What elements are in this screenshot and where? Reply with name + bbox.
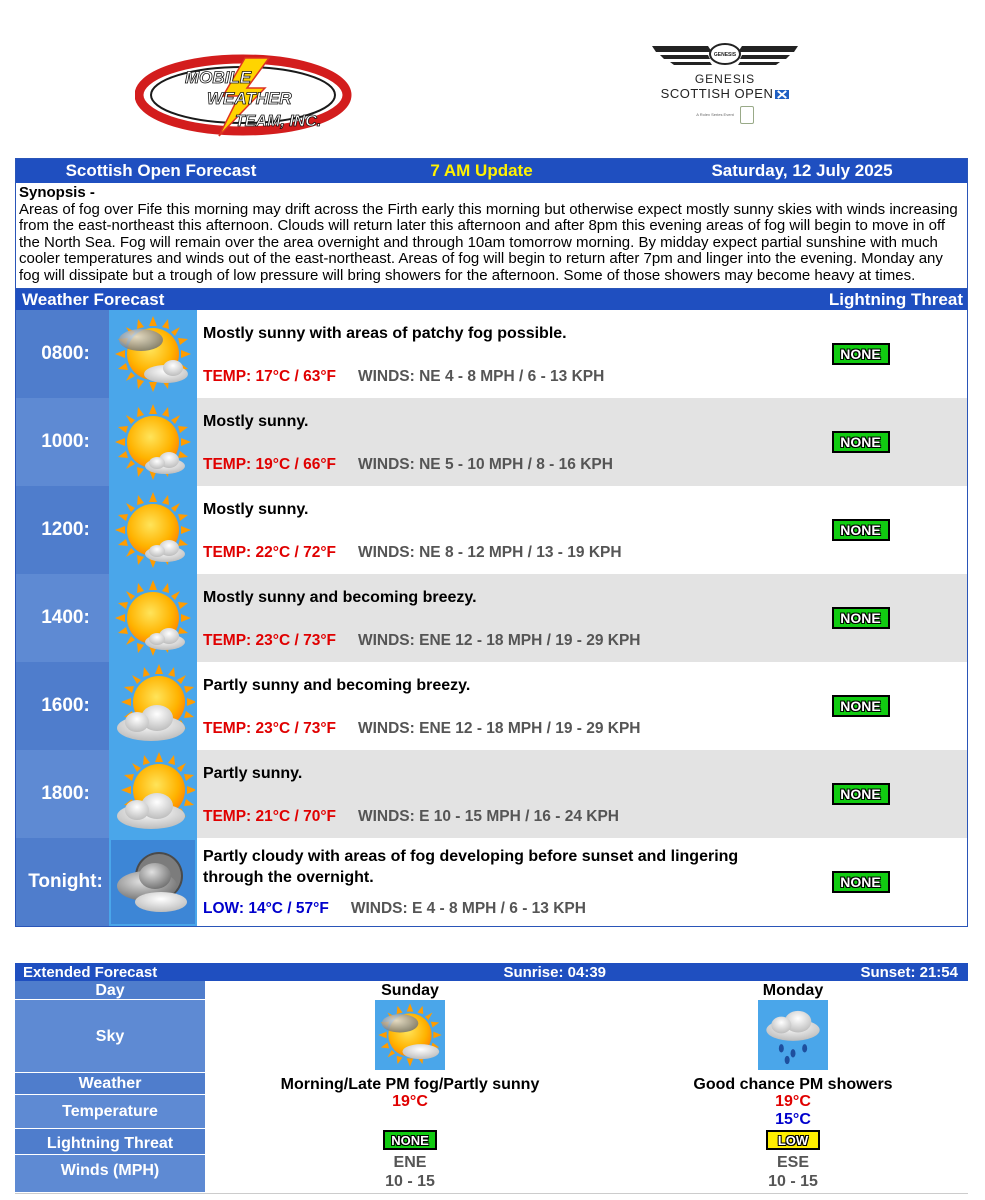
forecast-row	[16, 574, 967, 662]
forecast-winds: WINDS: ENE 12 - 18 MPH / 19 - 29 KPH	[357, 720, 641, 737]
genesis-wings-emblem	[650, 40, 800, 70]
bottom-divider	[15, 1193, 968, 1194]
forecast-time: 1200:	[16, 486, 109, 574]
forecast-condition: Mostly sunny and becoming breezy.	[203, 589, 477, 606]
mostly-sunny-icon	[109, 398, 197, 486]
forecast-date: Saturday, 12 July 2025	[711, 161, 893, 180]
sun-fog-icon	[109, 310, 197, 398]
label-day: Day	[15, 981, 205, 1000]
forecast-condition: Mostly sunny.	[203, 501, 309, 518]
day-lightning-badge: NONE	[383, 1130, 437, 1150]
partly-sunny-icon	[109, 662, 197, 750]
forecast-winds: WINDS: E 10 - 15 MPH / 16 - 24 KPH	[357, 808, 619, 825]
day-weather: Good chance PM showers	[693, 1076, 893, 1093]
label-winds: Winds (MPH)	[15, 1155, 205, 1193]
lightning-threat-badge: NONE	[832, 695, 890, 717]
night-cloudy-icon	[109, 838, 197, 926]
svg-text:GENESIS: GENESIS	[713, 52, 737, 58]
day-lightning-badge: LOW	[766, 1130, 820, 1150]
partly-sunny-icon	[109, 750, 197, 838]
forecast-low-temp: LOW: 14°C / 57°F	[203, 900, 329, 917]
mobile-weather-team-logo	[135, 50, 355, 140]
label-temperature: Temperature	[15, 1095, 205, 1129]
forecast-condition: Mostly sunny.	[203, 413, 309, 430]
synopsis-section	[16, 183, 967, 289]
rain-showers-icon	[648, 1000, 938, 1073]
extended-forecast	[15, 963, 968, 1200]
forecast-time: 1600:	[16, 662, 109, 750]
forecast-time: 0800:	[16, 310, 109, 398]
weather-forecast-header	[16, 289, 967, 310]
mwt-logo-text-3: TEAM, INC.	[235, 113, 322, 130]
forecast-row	[16, 662, 967, 750]
forecast-title: Scottish Open Forecast	[65, 161, 257, 180]
extended-header-bar	[15, 963, 968, 981]
club-crest-icon	[740, 106, 754, 124]
forecast-temp: TEMP: 19°C / 66°F	[203, 456, 336, 473]
day-name: Sunday	[381, 982, 439, 999]
lightning-threat-label: Lightning Threat	[828, 289, 963, 309]
day-wind-dir: ENE	[393, 1154, 427, 1171]
lightning-threat-badge: NONE	[832, 783, 890, 805]
forecast-time: 1800:	[16, 750, 109, 838]
mwt-logo-text-2: WEATHER	[207, 89, 292, 108]
forecast-rows	[16, 310, 967, 926]
label-sky: Sky	[15, 1000, 205, 1073]
forecast-row	[16, 750, 967, 838]
forecast-winds: WINDS: E 4 - 8 MPH / 6 - 13 KPH	[350, 900, 586, 917]
sunset-time: Sunset: 21:54	[860, 963, 958, 981]
forecast-temp: TEMP: 23°C / 73°F	[203, 720, 336, 737]
day-temp-low: 15°C	[775, 1111, 811, 1128]
synopsis-text: Areas of fog over Fife this morning may drift across the Firth early this morning but otherwise expect mostly sunny skies with winds increasing from the east-northeast this afternoon. Clouds will return later this afternoon and after 8pm this evening areas of fog will begin to move in off the North Sea. Fog will remain over the area overnight and through 10am tomorrow morning. By midday expect partial sunshine with much cooler temperatures and winds out of the east-northeast. Areas of fog will begin to return after 7pm and linger into the evening. Monday any fog will dissipate but a trough of low pressure will bring showers for the afternoon. Some of those showers may become heavy at times.	[19, 200, 958, 284]
day-wind-speed: 10 - 15	[385, 1173, 435, 1190]
lightning-threat-badge: NONE	[832, 871, 890, 893]
forecast-condition: Partly sunny and becoming breezy.	[203, 677, 471, 694]
synopsis-title: Synopsis -	[19, 184, 95, 201]
lightning-threat-badge: NONE	[832, 343, 890, 365]
rolex-series-note: A Rolex Series Event	[640, 106, 810, 124]
forecast-condition: Partly sunny.	[203, 765, 303, 782]
day-wind-dir: ESE	[776, 1154, 809, 1171]
forecast-row	[16, 838, 967, 926]
day-name: Monday	[762, 982, 824, 999]
forecast-condition: Partly cloudy with areas of fog developing before sunset and lingering through the overnight.	[203, 848, 739, 886]
forecast-row	[16, 486, 967, 574]
weather-forecast-label: Weather Forecast	[22, 289, 165, 309]
scottish-open-title: SCOTTISH OPEN	[640, 86, 810, 102]
scottish-flag-icon	[775, 90, 789, 99]
day-temp-high: 19°C	[775, 1093, 811, 1110]
day-temp-high: 19°C	[392, 1093, 428, 1110]
extended-day-sunday	[265, 981, 555, 1191]
label-weather: Weather	[15, 1073, 205, 1095]
forecast-temp: TEMP: 17°C / 63°F	[203, 368, 336, 385]
forecast-winds: WINDS: ENE 12 - 18 MPH / 19 - 29 KPH	[357, 632, 641, 649]
genesis-scottish-open-logo	[640, 40, 810, 140]
sunrise-time: Sunrise: 04:39	[503, 963, 606, 981]
lightning-threat-badge: NONE	[832, 607, 890, 629]
forecast-winds: WINDS: NE 5 - 10 MPH / 8 - 16 KPH	[357, 456, 613, 473]
forecast-row	[16, 398, 967, 486]
day-weather: Morning/Late PM fog/Partly sunny	[280, 1076, 540, 1093]
forecast-temp: TEMP: 21°C / 70°F	[203, 808, 336, 825]
forecast-condition: Mostly sunny with areas of patchy fog possible.	[203, 325, 567, 342]
extended-title: Extended Forecast	[23, 963, 158, 981]
forecast-winds: WINDS: NE 4 - 8 MPH / 6 - 13 KPH	[357, 368, 605, 385]
forecast-row	[16, 310, 967, 398]
forecast-time: 1400:	[16, 574, 109, 662]
extended-day-monday	[648, 981, 938, 1191]
forecast-temp: TEMP: 22°C / 72°F	[203, 544, 336, 561]
forecast-table	[15, 158, 968, 927]
forecast-temp: TEMP: 23°C / 73°F	[203, 632, 336, 649]
mwt-logo-text-1: MOBILE	[185, 68, 252, 87]
sun-cloud-icon	[265, 1000, 555, 1073]
forecast-time: Tonight:	[16, 838, 109, 926]
forecast-header-bar	[16, 159, 967, 183]
mostly-sunny-icon	[109, 574, 197, 662]
day-wind-speed: 10 - 15	[768, 1173, 818, 1190]
update-label: 7 AM Update	[430, 161, 533, 180]
lightning-threat-badge: NONE	[832, 431, 890, 453]
lightning-threat-badge: NONE	[832, 519, 890, 541]
label-lightning-threat: Lightning Threat	[15, 1129, 205, 1155]
mostly-sunny-icon	[109, 486, 197, 574]
forecast-winds: WINDS: NE 8 - 12 MPH / 13 - 19 KPH	[357, 544, 622, 561]
forecast-time: 1000:	[16, 398, 109, 486]
genesis-name: GENESIS	[694, 72, 756, 86]
